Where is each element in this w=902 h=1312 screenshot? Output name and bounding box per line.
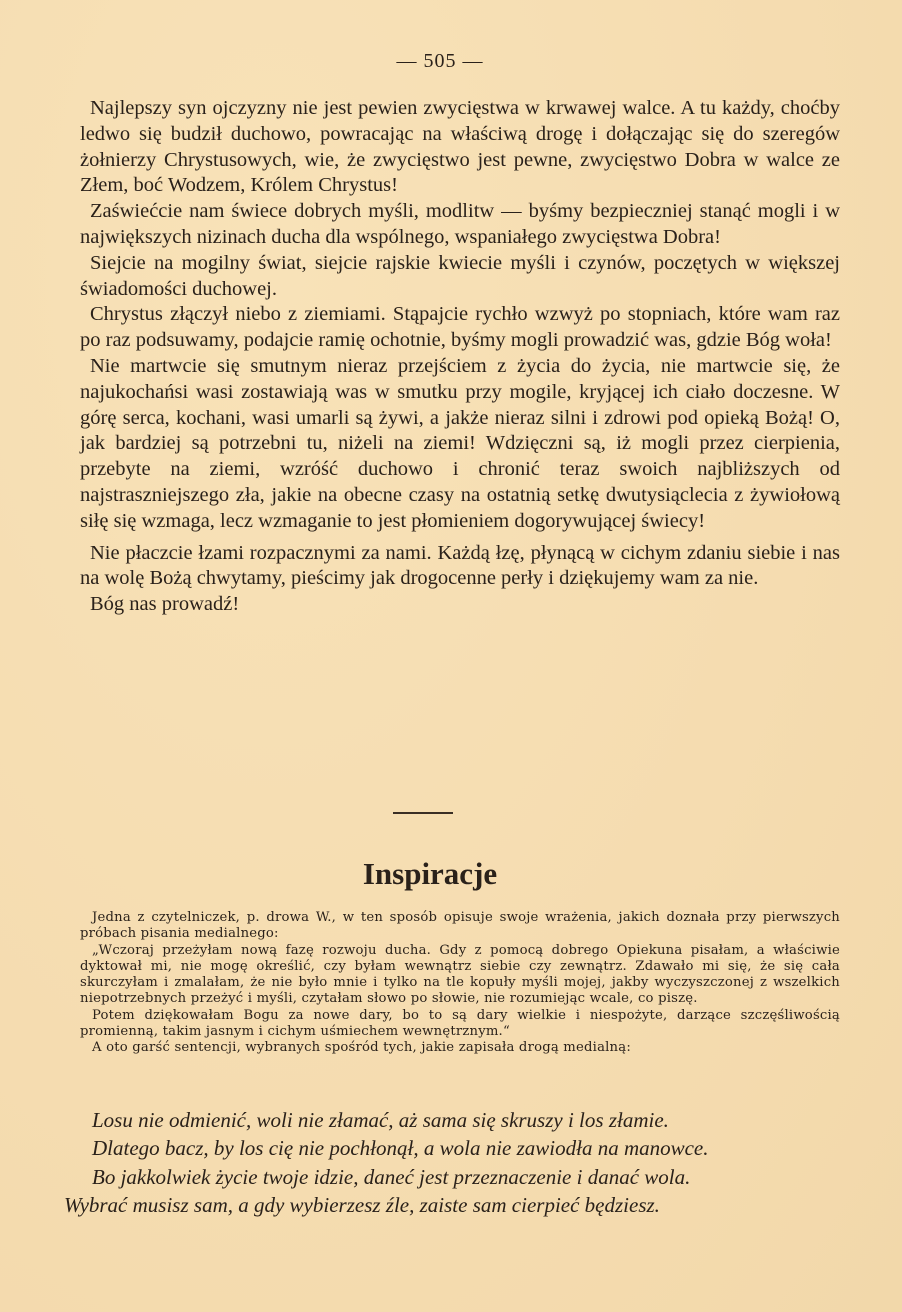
body-paragraph: Bóg nas prowadź! [90,593,240,616]
section-heading: Inspiracje [362,856,498,891]
body-paragraph: Nie martwcie się smutnym nieraz przejściem z życia do życia, nie martwcie się, że najukochańsi wasi zostawiają was w smutku przy mogile, kryjącej ich ciało doczesne. W górę serca, kochani, wasi umarli są żywi, a jakże nieraz silni i zdrowi pod opieką Bożą! O, jak bardziej są potrzebni tu, niżeli na ziemi! Wdzięczni są, iż mogli przez cierpienia, przebyte na ziemi, wzróść duchowo i chronić teraz swoich najbliższych od najstraszniejszego zła, jakie na obecne czasy na ostatnią setkę dwutysiąclecia z żywiołową siłę się wzmaga, lecz wzmaganie to jest płomieniem dogorywującej świecy! [80,354,840,532]
intro-paragraph: Jedna z czytelniczek, p. drowa W., w ten sposób opisuje swoje wrażenia, jakich doznała przy pierwszych próbach pisania medialnego: [80,910,840,942]
section-divider [393,812,453,814]
quotes-block [64,1106,840,1219]
body-paragraph: Zaświećcie nam świece dobrych myśli, modlitw — byśmy bezpieczniej stanąć mogli i w największych nizinach ducha dla wspólnego, wspaniałego zwycięstwa Dobra! [80,200,840,248]
page-number: — 505 — [396,50,484,72]
body-paragraph: Chrystus złączył niebo z ziemiami. Stąpajcie rychło wzwyż po stopniach, które wam raz po raz podsuwamy, podajcie ramię ochotnie, byśmy mogli prowadzić was, gdzie Bóg woła! [80,303,840,352]
quote-line: Wybrać musisz sam, a gdy wybierzesz źle, zaiste sam cierpieć będziesz. [64,1192,660,1217]
quote-line: Bo jakkolwiek życie twoje idzie, daneć jest przeznaczenie i danać wola. [92,1164,691,1189]
intro-paragraph: „Wczoraj przeżyłam nową fazę rozwoju ducha. Gdy z pomocą dobrego Opiekuna pisałam, a właściwie dyktował mi, nie mogę określić, czy byłam wewnątrz siebie czy zewnątrz. Zdawało mi się, że się cała skurczyłam i zmalałam, że nie było mnie i tylko na tle kopuły myśli mojej, jakby wyczyszczonej z wszelkich niepotrzebnych przeżyć i myśli, czytałam słowo po słowie, nie rozumiejąc wcale, co piszę. [80,942,840,1007]
body-paragraph: Nie płaczcie łzami rozpacznymi za nami. Każdą łzę, płynącą w cichym zdaniu siebie i nas na wolę Bożą chwytamy, pieścimy jak drogocenne perły i dziękujemy wam za nie. [80,541,840,590]
intro-text [80,910,840,1057]
intro-paragraph: A oto garść sentencji, wybranych spośród tych, jakie zapisała drogą medialną: [92,1040,631,1056]
body-paragraph: Siejcie na mogilny świat, siejcie rajskie kwiecie myśli i czynów, poczętych w większej świadomości duchowej. [80,251,840,300]
body-paragraph: Najlepszy syn ojczyzny nie jest pewien zwycięstwa w krwawej walce. A tu każdy, choćby ledwo się budził duchowo, powracając na właściwą drogę i dołączając się do szeregów żołnierzy Chrystusowych, wie, że zwycięstwo jest pewne, zwycięstwo Dobra w walce ze Złem, boć Wodzem, Królem Chrystus! [80,97,840,197]
quote-line: Dlatego bacz, by los cię nie pochłonął, a wola nie zawiodła na manowce. [92,1136,709,1161]
body-text [80,96,840,618]
intro-paragraph: Potem dziękowałam Bogu za nowe dary, bo to są dary wielkie i niespożyte, darzące szczęśliwością promienną, takim jasnym i cichym uśmiechem wewnętrznym.“ [80,1007,840,1040]
quote-line: Losu nie odmienić, woli nie złamać, aż sama się skruszy i los złamie. [92,1108,669,1132]
